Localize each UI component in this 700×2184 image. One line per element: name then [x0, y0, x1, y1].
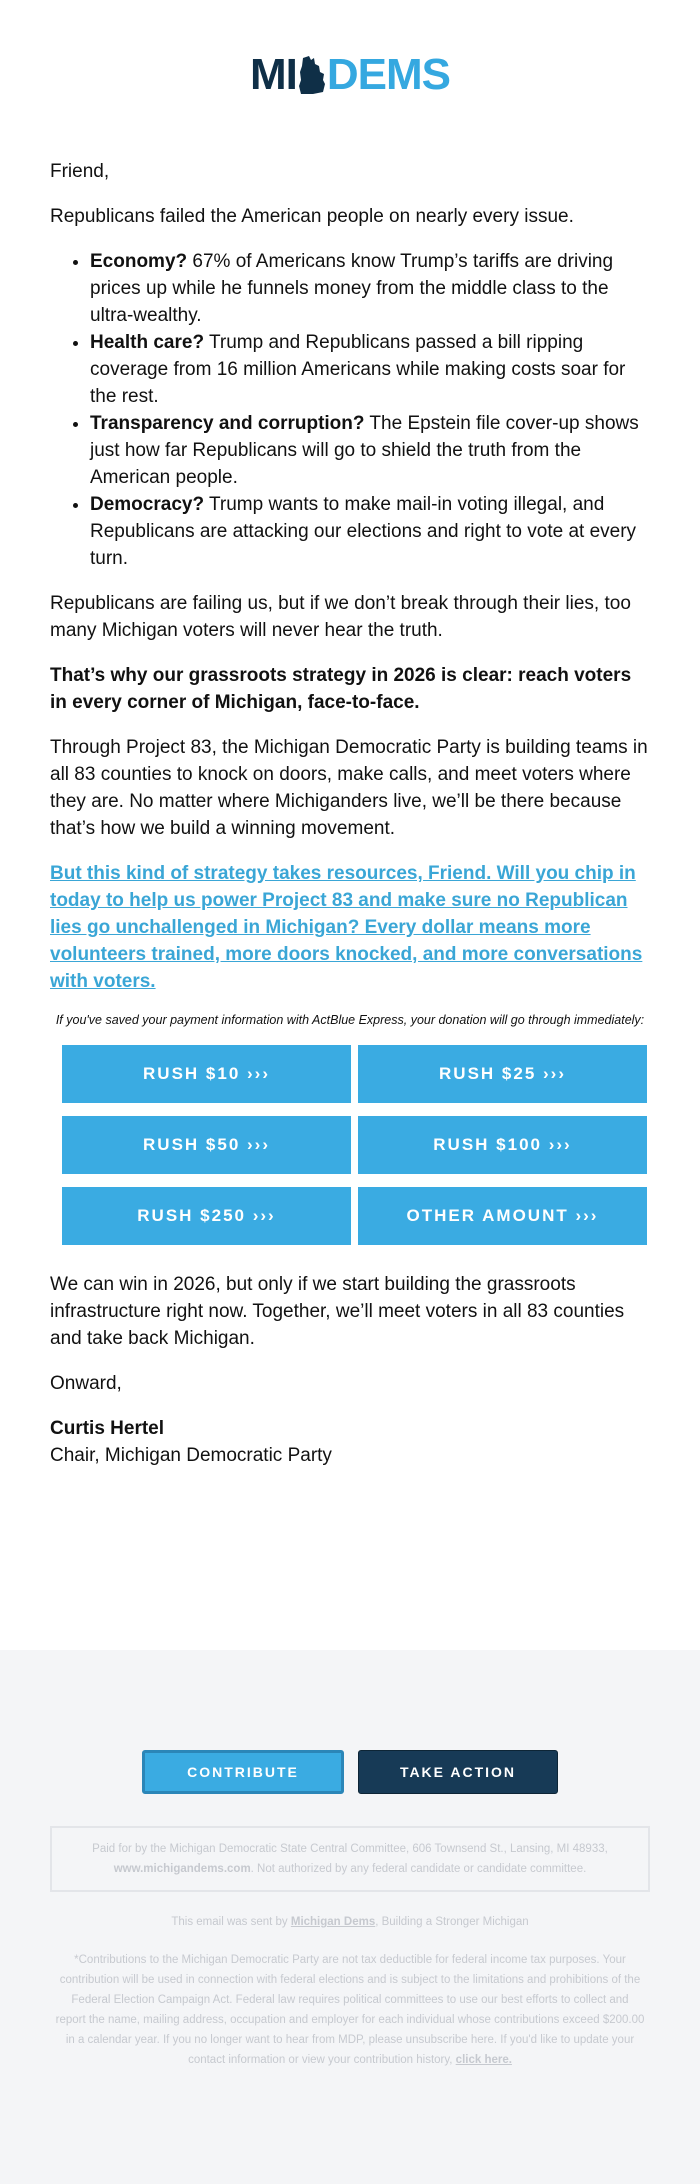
- donation-buttons: [62, 1045, 650, 1245]
- take-action-button[interactable]: TAKE ACTION: [358, 1750, 558, 1794]
- website-link[interactable]: www.michigandems.com: [113, 1863, 251, 1875]
- project-83-paragraph: Through Project 83, the Michigan Democratic Party is building teams in all 83 counties to knock on doors, make calls, and meet voters where they are. No matter where Michiganders live, we’ll be there because that’s how we build a winning movement.: [50, 737, 648, 839]
- body-paragraph: Republicans are failing us, but if we don’t break through their lies, too many Michigan voters will never hear the truth.: [50, 593, 631, 641]
- michigan-dems-link[interactable]: Michigan Dems: [290, 1916, 376, 1928]
- bullet-lead: Democracy?: [90, 494, 205, 515]
- signoff: Onward,: [50, 1373, 122, 1394]
- donate-cta-link[interactable]: But this kind of strategy takes resources, Friend. Will you chip in today to help us power Project 83 and make sure no Republican lies go unchallenged in Michigan? Every dollar means more volunteers trained, more doors knocked, and more conversations with voters.: [50, 863, 643, 992]
- paid-for-disclaimer: [50, 1826, 650, 1892]
- footer-buttons: [0, 1750, 700, 1794]
- mi-dems-logo[interactable]: [0, 50, 700, 99]
- disclaimer-text: *Contributions to the Michigan Democratic Party are not tax deductible for federal income tax purposes. Your contribution will be used in connection with federal elections and is subject to the limitations and prohibitions of the Federal Election Campaign Act. Federal law requires political committees to use our best efforts to collect and report the name, mailing address, occupation and employer for each individual whose contributions exceed $200.00 in a calendar year. If you no longer want to hear from MDP, please unsubscribe here. If you'd like to update your contact information or view your contribution history,: [55, 1954, 645, 2066]
- paid-for-text: Paid for by the Michigan Democratic State Central Committee, 606 Townsend St., Lansing, MI 48933,: [92, 1843, 608, 1855]
- closing-paragraph: We can win in 2026, but only if we start building the grassroots infrastructure right now. Together, we’ll meet voters in all 83 counties and take back Michigan.: [50, 1274, 625, 1349]
- greeting: Friend,: [50, 161, 110, 182]
- contribute-button[interactable]: CONTRIBUTE: [142, 1750, 344, 1794]
- bullet-lead: Health care?: [90, 332, 205, 353]
- other-amount-button[interactable]: OTHER AMOUNT ›››: [358, 1187, 647, 1245]
- signature-name: Curtis Hertel: [50, 1418, 165, 1439]
- bullet-text: Trump wants to make mail-in voting illegal, and Republicans are attacking our elections and right to vote at every turn.: [90, 494, 637, 569]
- bullet-lead: Transparency and corruption?: [90, 413, 365, 434]
- signature: [50, 1415, 650, 1469]
- list-item: [90, 410, 650, 491]
- intro-paragraph: Republicans failed the American people on nearly every issue.: [50, 206, 574, 227]
- rush-25-button[interactable]: RUSH $25 ›››: [358, 1045, 647, 1103]
- email-footer: [0, 1650, 700, 2184]
- rush-100-button[interactable]: RUSH $100 ›››: [358, 1116, 647, 1174]
- rush-250-button[interactable]: RUSH $250 ›››: [62, 1187, 351, 1245]
- bullet-lead: Economy?: [90, 251, 188, 272]
- rush-10-button[interactable]: RUSH $10 ›››: [62, 1045, 351, 1103]
- issues-list: [50, 248, 650, 572]
- bullet-text: Trump and Republicans passed a bill ripping coverage from 16 million Americans while making costs soar for the rest.: [90, 332, 626, 407]
- sent-suffix: , Building a Stronger Michigan: [375, 1916, 529, 1928]
- michigan-mitten-icon: [295, 54, 329, 96]
- rush-50-button[interactable]: RUSH $50 ›››: [62, 1116, 351, 1174]
- click-here-link[interactable]: click here.: [455, 2054, 512, 2066]
- actblue-note: If you've saved your payment information with ActBlue Express, your donation will go through immediately:: [55, 1013, 645, 1027]
- email-body: [50, 158, 650, 1469]
- logo-dems-text: DEMS: [326, 50, 450, 99]
- bullet-text: 67% of Americans know Trump’s tariffs are driving prices up while he funnels money from the middle class to the ultra-wealthy.: [90, 251, 614, 326]
- list-item: [90, 491, 650, 572]
- legal-disclaimer: [55, 1950, 645, 2070]
- sent-prefix: This email was sent by: [171, 1916, 291, 1928]
- sent-by-line: [0, 1916, 700, 1928]
- bullet-text: The Epstein file cover-up shows just how far Republicans will go to shield the truth from the American people.: [90, 413, 639, 488]
- paid-for-text-2: . Not authorized by any federal candidate or candidate committee.: [250, 1863, 587, 1875]
- signature-title: Chair, Michigan Democratic Party: [50, 1445, 332, 1466]
- list-item: [90, 248, 650, 329]
- logo-mi-text: MI: [249, 50, 297, 99]
- strategy-paragraph: That’s why our grassroots strategy in 2026 is clear: reach voters in every corner of Michigan, face-to-face.: [50, 665, 632, 713]
- list-item: [90, 329, 650, 410]
